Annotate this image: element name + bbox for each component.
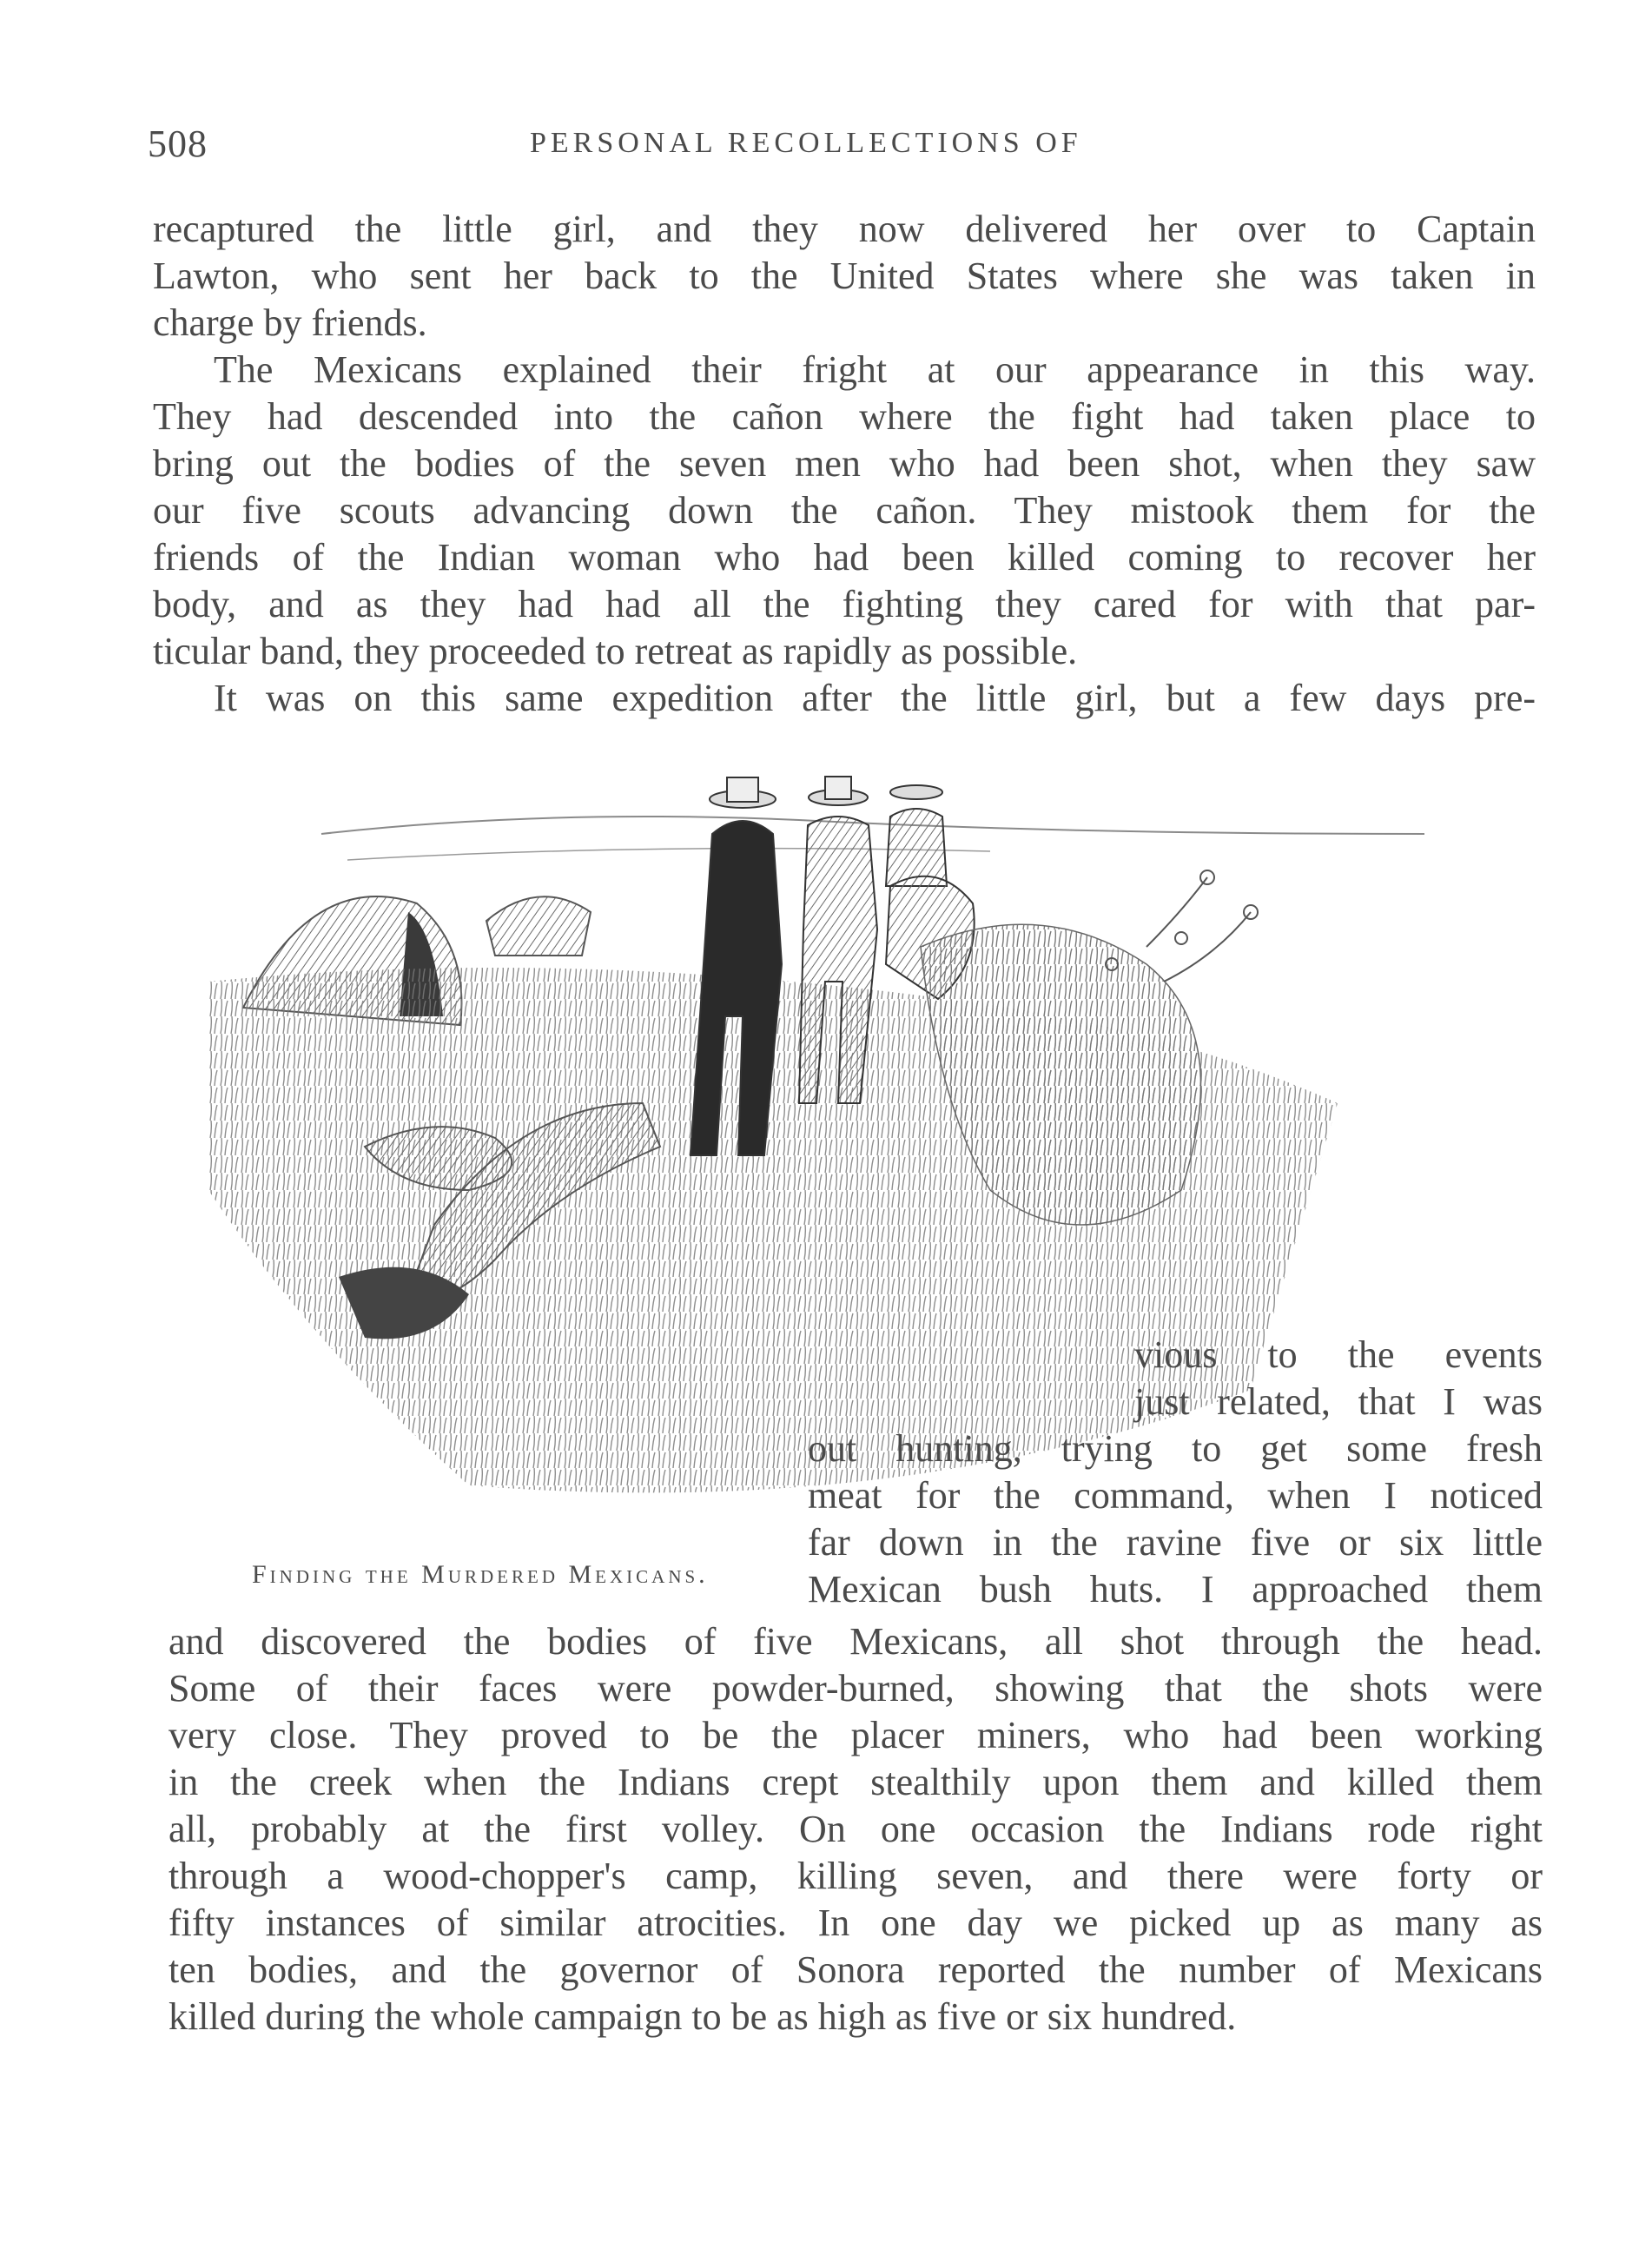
body-line: They had descended into the cañon where the fight had taken place to [153, 395, 1536, 438]
body-line: Lawton, who sent her back to the United States where she was taken in [153, 255, 1536, 297]
body-line: bring out the bodies of the seven men who had been shot, when they saw [153, 442, 1536, 485]
body-line: friends of the Indian woman who had been killed coming to recover her [153, 536, 1536, 579]
body-line: meat for the command, when I noticed [808, 1474, 1543, 1517]
body-line: our five scouts advancing down the cañon. They mistook them for the [153, 489, 1536, 532]
body-line: and discovered the bodies of five Mexicans, all shot through the head. [169, 1620, 1543, 1663]
body-line: far down in the ravine five or six little [808, 1521, 1543, 1564]
body-line: recaptured the little girl, and they now delivered her over to Captain [153, 208, 1536, 250]
body-line: fifty instances of similar atrocities. In one day we picked up as many as [169, 1902, 1543, 1944]
body-line: body, and as they had had all the fighting they cared for with that par- [153, 583, 1536, 625]
page-header [148, 122, 1537, 174]
body-line: through a wood-chopper's camp, killing seven, and there were forty or [169, 1855, 1543, 1897]
body-line: charge by friends. [153, 301, 427, 344]
body-line: Some of their faces were powder-burned, showing that the shots were [169, 1667, 1543, 1710]
body-line: just related, that I was [1134, 1380, 1543, 1423]
body-line: ten bodies, and the governor of Sonora reported the number of Mexicans [169, 1948, 1543, 1991]
body-line: in the creek when the Indians crept stealthily upon them and killed them [169, 1761, 1543, 1803]
body-line: The Mexicans explained their fright at our appearance in this way. [214, 348, 1536, 391]
body-line: very close. They proved to be the placer miners, who had been working [169, 1714, 1543, 1756]
body-line: all, probably at the first volley. On one occasion the Indians rode right [169, 1808, 1543, 1850]
body-line: killed during the whole campaign to be as high as five or six hundred. [169, 1995, 1237, 2038]
running-title: PERSONAL RECOLLECTIONS OF [530, 127, 1082, 159]
body-line: It was on this same expedition after the little girl, but a few days pre- [214, 677, 1536, 719]
body-line: vious to the events [1134, 1333, 1543, 1376]
page-number: 508 [148, 122, 208, 165]
body-line: Mexican bush huts. I approached them [808, 1568, 1543, 1611]
illustration-caption: Finding the Murdered Mexicans. [252, 1560, 709, 1589]
body-line: out hunting, trying to get some fresh [808, 1427, 1543, 1470]
body-line: ticular band, they proceeded to retreat as rapidly as possible. [153, 630, 1078, 672]
